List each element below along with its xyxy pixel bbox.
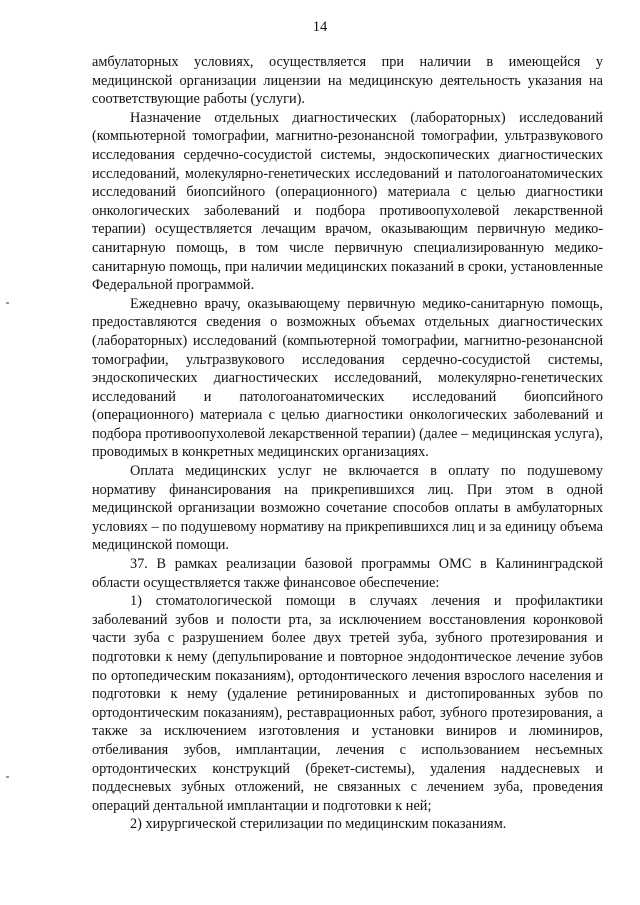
- scan-mark: [6, 776, 9, 778]
- paragraph-4: Оплата медицинских услуг не включается в оплату по подушевому нормативу финансирования на прикрепившихся лиц. При этом в одной медицинской организации возможно сочетание способов оплаты в амбулаторных условиях – по подушевому нормативу на прикрепившихся лиц и за единицу объема медицинской помощи.: [92, 463, 603, 554]
- page-number: 14: [312, 19, 328, 35]
- paragraph-6: 1) стоматологической помощи в случаях лечения и профилактики заболеваний зубов и полости рта, за исключением восстановления коронковой части зуба с разрушением более двух третей зуба, зубного протезирования и подготовки к нему (депульпирование и повторное эндодонтическое лечение зубов по ортопедическим показаниям), ортодонтического лечения взрослого населения и подготовки к нему (удаление ретинированных и дистопированных зубов по ортодонтическим показаниям), реставрационных работ, зубного протезирования, а также за исключением изготовления и установки виниров и люминиров, отбеливания зубов, имплантации, лечения с использованием несъемных ортодонтических конструкций (брекет-системы), удаления наддесневых и поддесневых зубных отложений, не связанных с лечением зуба, проведения операций дентальной имплантации и подготовки к ней;: [92, 593, 603, 814]
- paragraph-3: Ежедневно врачу, оказывающему первичную медико-санитарную помощь, предоставляются сведения о возможных объемах отдельных диагностических (лабораторных) исследований (компьютерной томографии, магнитно-резонансной томографии, ультразвукового исследования сердечно-сосудистой системы, эндоскопических диагностических исследований, молекулярно-генетических исследований и патологоанатомических исследований биопсийного (операционного) материала с целью диагностики онкологических заболеваний и подбора противоопухолевой лекарственной терапии) (далее – медицинская услуга), проводимых в конкретных медицинских организациях.: [92, 295, 603, 461]
- paragraph-2: Назначение отдельных диагностических (лабораторных) исследований (компьютерной томографии, магнитно-резонансной томографии, ультразвукового исследования сердечно-сосудистой системы, эндоскопических диагностических исследований, молекулярно-генетических исследований и патологоанатомических исследований биопсийного (операционного) материала с целью диагностики онкологических заболеваний и подбора противоопухолевой лекарственной терапии) осуществляется лечащим врачом, оказывающим первичную медико-санитарную помощь, в том числе первичную специализированную медико-санитарную помощь, при наличии медицинских показаний в сроки, установленные Федеральной программой.: [92, 109, 603, 294]
- paragraph-7: 2) хирургической стерилизации по медицинским показаниям.: [130, 816, 507, 833]
- scan-mark: [6, 302, 9, 304]
- paragraph-5: 37. В рамках реализации базовой программы ОМС в Калининградской области осуществляется также финансовое обеспечение:: [92, 556, 603, 591]
- body-text: [92, 53, 603, 834]
- paragraph-1: амбулаторных условиях, осуществляется при наличии в имеющейся у медицинской организации лицензии на медицинскую деятельность указания на соответствующие работы (услуги).: [92, 54, 603, 108]
